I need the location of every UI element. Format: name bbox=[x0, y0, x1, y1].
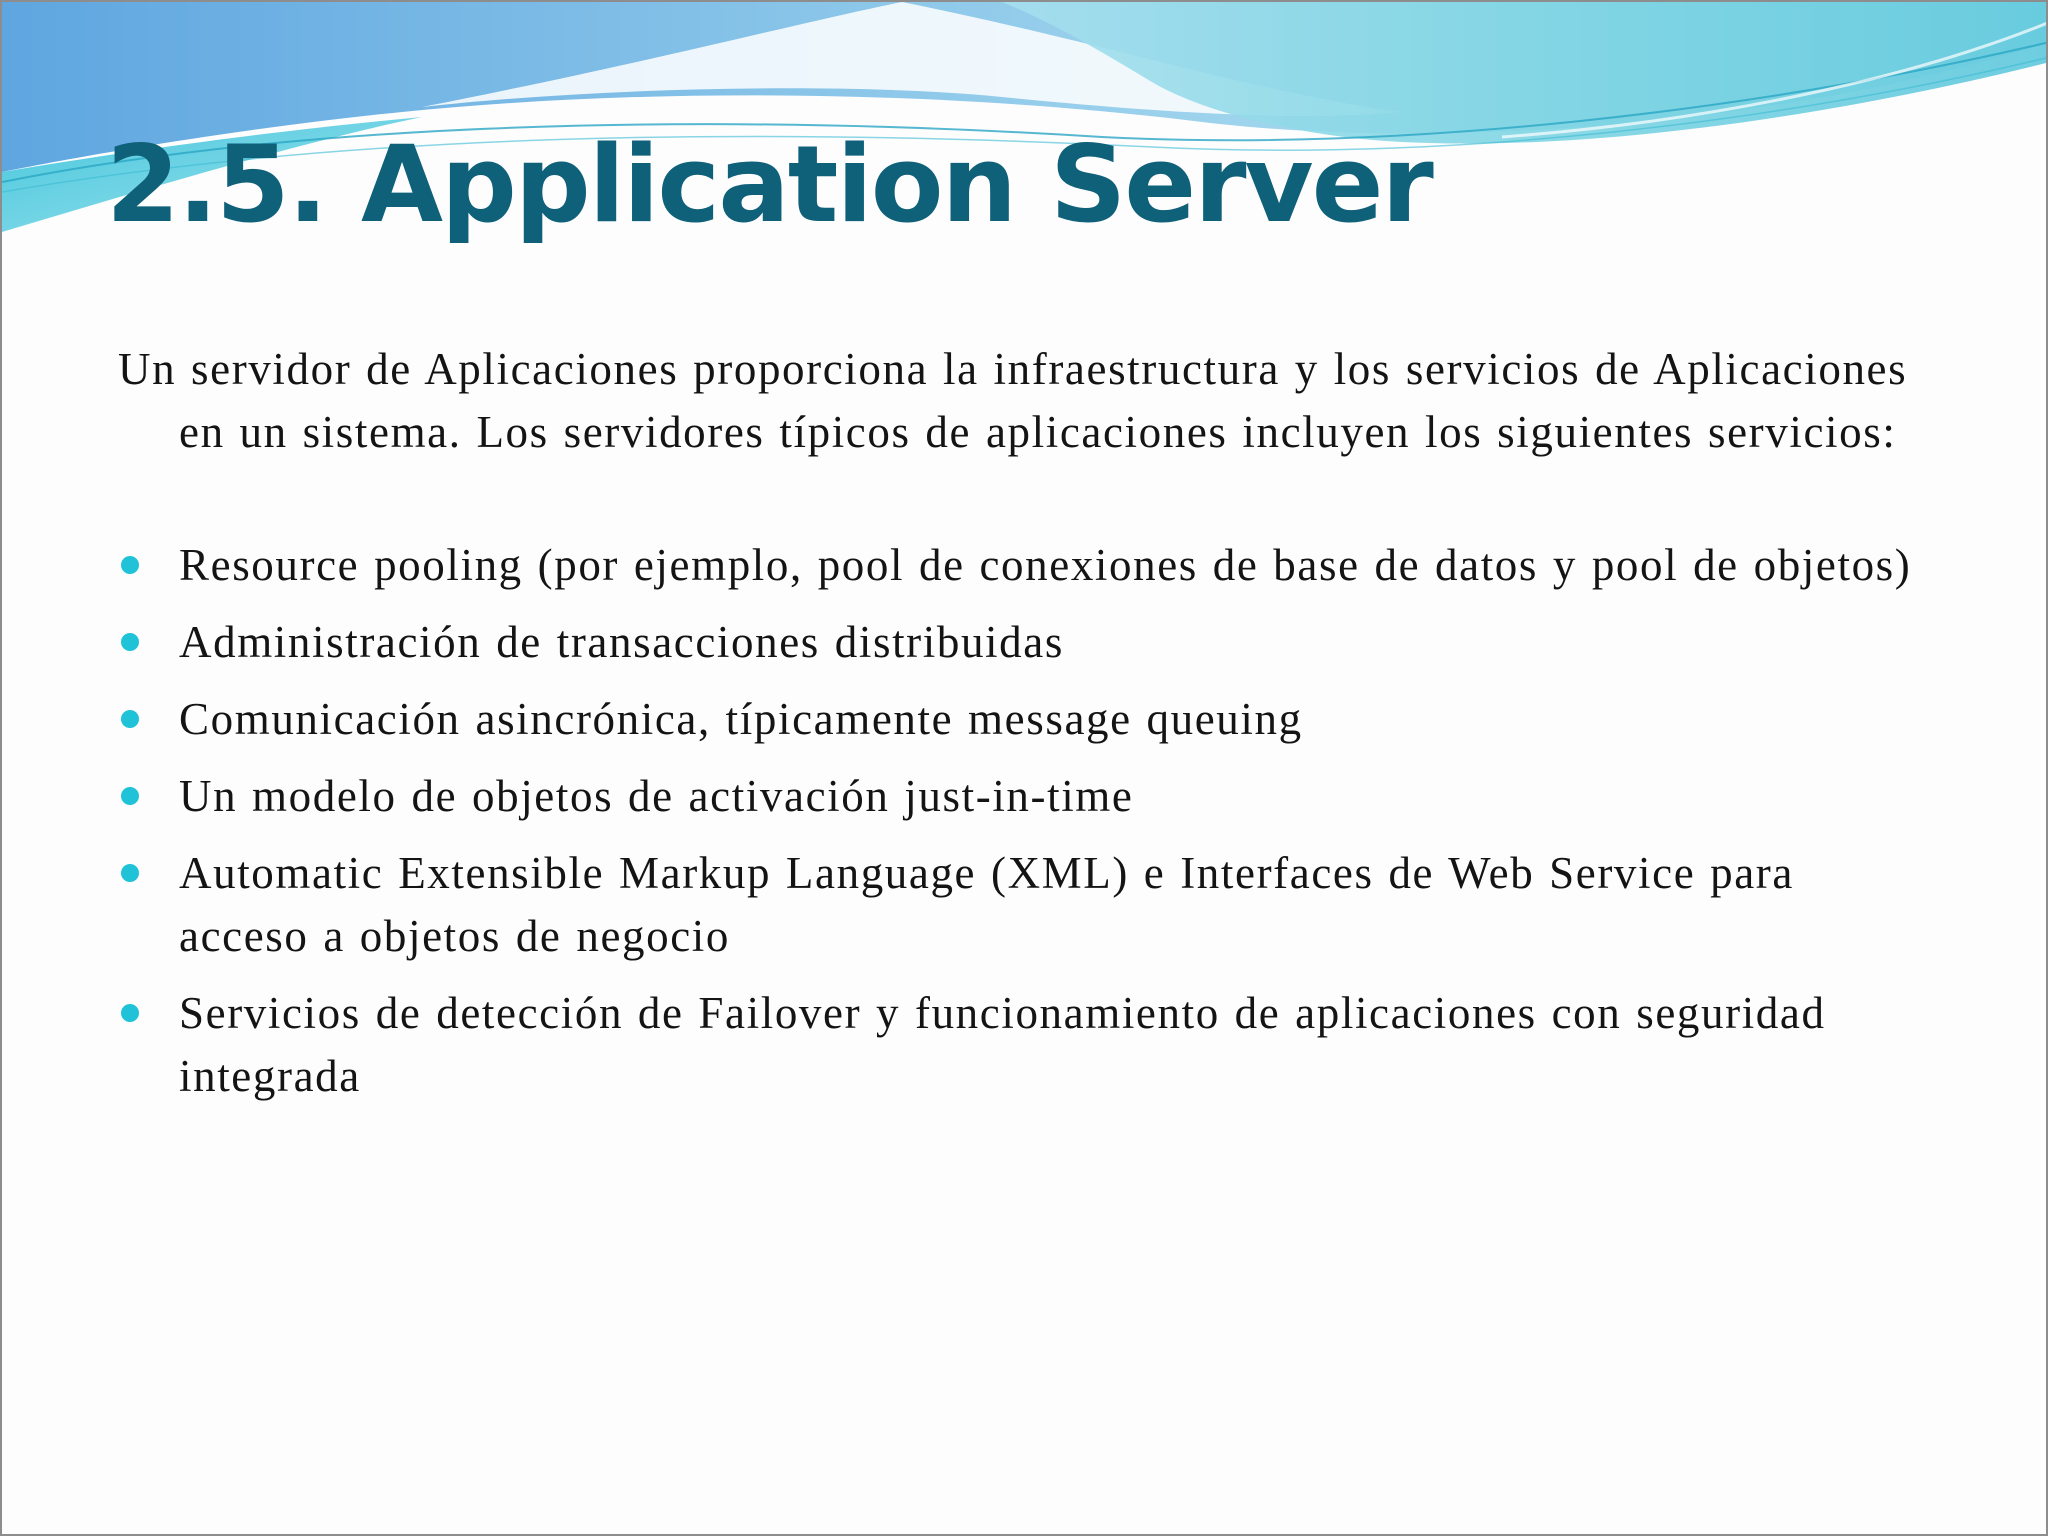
services-list bbox=[118, 534, 1918, 1108]
slide-body bbox=[118, 338, 1918, 1122]
list-item-text: Automatic Extensible Markup Language (XML) e Interfaces de Web Service para acceso a objetos de negocio bbox=[179, 848, 1794, 961]
list-item bbox=[118, 765, 1918, 828]
list-item-text: Resource pooling (por ejemplo, pool de conexiones de base de datos y pool de objetos) bbox=[179, 540, 1912, 590]
list-item bbox=[118, 982, 1918, 1108]
list-item-text: Un modelo de objetos de activación just-in-time bbox=[179, 771, 1134, 821]
list-item-text: Comunicación asincrónica, típicamente message queuing bbox=[179, 694, 1303, 744]
bullet-dot-icon bbox=[121, 633, 139, 651]
bullet-dot-icon bbox=[121, 864, 139, 882]
list-item bbox=[118, 534, 1918, 597]
bullet-dot-icon bbox=[121, 787, 139, 805]
list-item bbox=[118, 688, 1918, 751]
bullet-dot-icon bbox=[121, 556, 139, 574]
list-item bbox=[118, 842, 1918, 968]
list-item bbox=[118, 611, 1918, 674]
list-item-text: Servicios de detección de Failover y funcionamiento de aplicaciones con seguridad integrada bbox=[179, 988, 1826, 1101]
bullet-dot-icon bbox=[121, 1004, 139, 1022]
slide-title: 2.5. Application Server bbox=[106, 123, 1432, 246]
list-item-text: Administración de transacciones distribuidas bbox=[179, 617, 1064, 667]
bullet-dot-icon bbox=[121, 710, 139, 728]
intro-paragraph: Un servidor de Aplicaciones proporciona la infraestructura y los servicios de Aplicaciones en un sistema. Los servidores típicos de aplicaciones incluyen los siguientes servicios: bbox=[118, 344, 1908, 457]
